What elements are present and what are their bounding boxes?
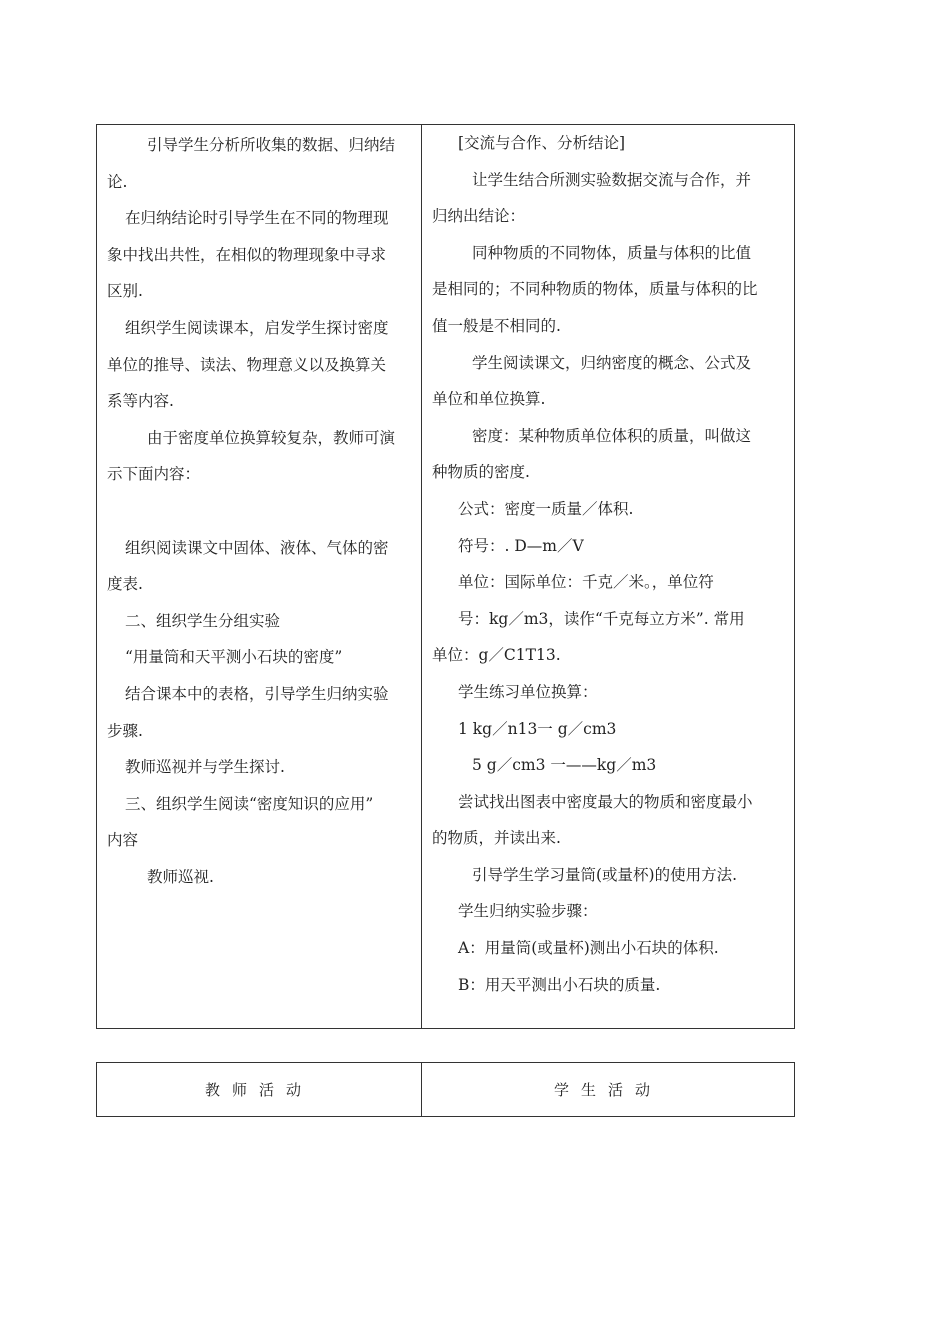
student-line: 密度：某种物质单位体积的质量，叫做这 <box>472 426 752 445</box>
teacher-line: 度表. <box>107 575 143 594</box>
student-line: 是相同的；不同种物质的物体，质量与体积的比 <box>432 280 758 299</box>
teacher-line: 单位的推导、读法、物理意义以及换算关 <box>107 355 387 374</box>
teacher-line: 象中找出共性，在相似的物理现象中寻求 <box>107 245 387 264</box>
teacher-line: 步骤. <box>107 721 143 740</box>
teacher-line: 系等内容. <box>107 392 174 411</box>
teacher-line: 组织学生阅读课本，启发学生探讨密度 <box>125 318 389 337</box>
teacher-line: 示下面内容： <box>107 465 201 484</box>
activity-header-table <box>96 1062 795 1117</box>
student-line: 1 kg／n13一 g／cm3 <box>458 719 617 738</box>
student-line: 单位：g／C1T13. <box>432 646 561 665</box>
lesson-table <box>96 124 795 1029</box>
teacher-activity-text <box>97 125 421 895</box>
student-line: 同种物质的不同物体，质量与体积的比值 <box>472 243 752 262</box>
student-line: 单位：国际单位：千克／米。，单位符 <box>458 573 714 592</box>
student-line: 尝试找出图表中密度最大的物质和密度最小 <box>458 792 753 811</box>
teacher-line: 组织阅读课文中固体、液体、气体的密 <box>125 538 389 557</box>
student-line: 引导学生学习量筒(或量杯)的使用方法. <box>472 865 738 884</box>
student-line: 学生归纳实验步骤： <box>458 902 598 921</box>
teacher-line-blank <box>107 493 411 530</box>
student-line: 符号：. D—m／V <box>458 536 584 555</box>
lesson-row <box>97 125 795 1029</box>
teacher-line: 教师巡视. <box>147 867 214 886</box>
teacher-line: 教师巡视并与学生探讨. <box>125 758 285 777</box>
teacher-line: 二、组织学生分组实验 <box>125 611 281 630</box>
teacher-activity-header-label: 教师活动 <box>204 1081 313 1099</box>
teacher-line: 论. <box>107 172 128 191</box>
teacher-line: “用量筒和天平测小石块的密度” <box>125 648 343 667</box>
student-activity-header-label: 学生活动 <box>553 1081 662 1099</box>
student-line: 学生练习单位换算： <box>458 682 598 701</box>
student-line: 学生阅读课文，归纳密度的概念、公式及 <box>472 353 752 372</box>
teacher-activity-cell <box>97 125 422 1029</box>
student-line: 让学生结合所测实验数据交流与合作，并 <box>472 170 752 189</box>
student-line: 公式：密度一质量／体积. <box>458 499 634 518</box>
student-activity-header <box>422 1063 795 1117</box>
teacher-activity-header <box>97 1063 422 1117</box>
student-line: [交流与合作、分析结论] <box>458 134 626 152</box>
student-line: 归纳出结论： <box>432 207 526 226</box>
student-line: 单位和单位换算. <box>432 390 546 409</box>
teacher-line: 引导学生分析所收集的数据、归纳结 <box>147 136 396 154</box>
teacher-line: 三、组织学生阅读“密度知识的应用” <box>125 794 374 813</box>
student-line: B：用天平测出小石块的质量. <box>458 975 661 994</box>
student-line: 值一般是不相同的. <box>432 316 561 335</box>
student-line: A：用量筒(或量杯)测出小石块的体积. <box>458 939 719 958</box>
student-line: 5 g／cm3 一——kg／m3 <box>472 756 657 775</box>
teacher-line: 由于密度单位换算较复杂，教师可演 <box>147 428 396 447</box>
student-line: 的物质，并读出来. <box>432 829 561 848</box>
teacher-line: 结合课本中的表格，引导学生归纳实验 <box>125 684 389 703</box>
activity-header-row <box>97 1063 795 1117</box>
teacher-line: 在归纳结论时引导学生在不同的物理现 <box>125 209 389 228</box>
teacher-line: 内容 <box>107 831 139 850</box>
student-activity-text <box>422 125 794 1003</box>
student-line: 号：kg／m3，读作“千克每立方米”. 常用 <box>458 609 745 628</box>
teacher-line: 区别. <box>107 282 143 301</box>
student-activity-cell <box>422 125 795 1029</box>
student-line: 种物质的密度. <box>432 463 530 482</box>
